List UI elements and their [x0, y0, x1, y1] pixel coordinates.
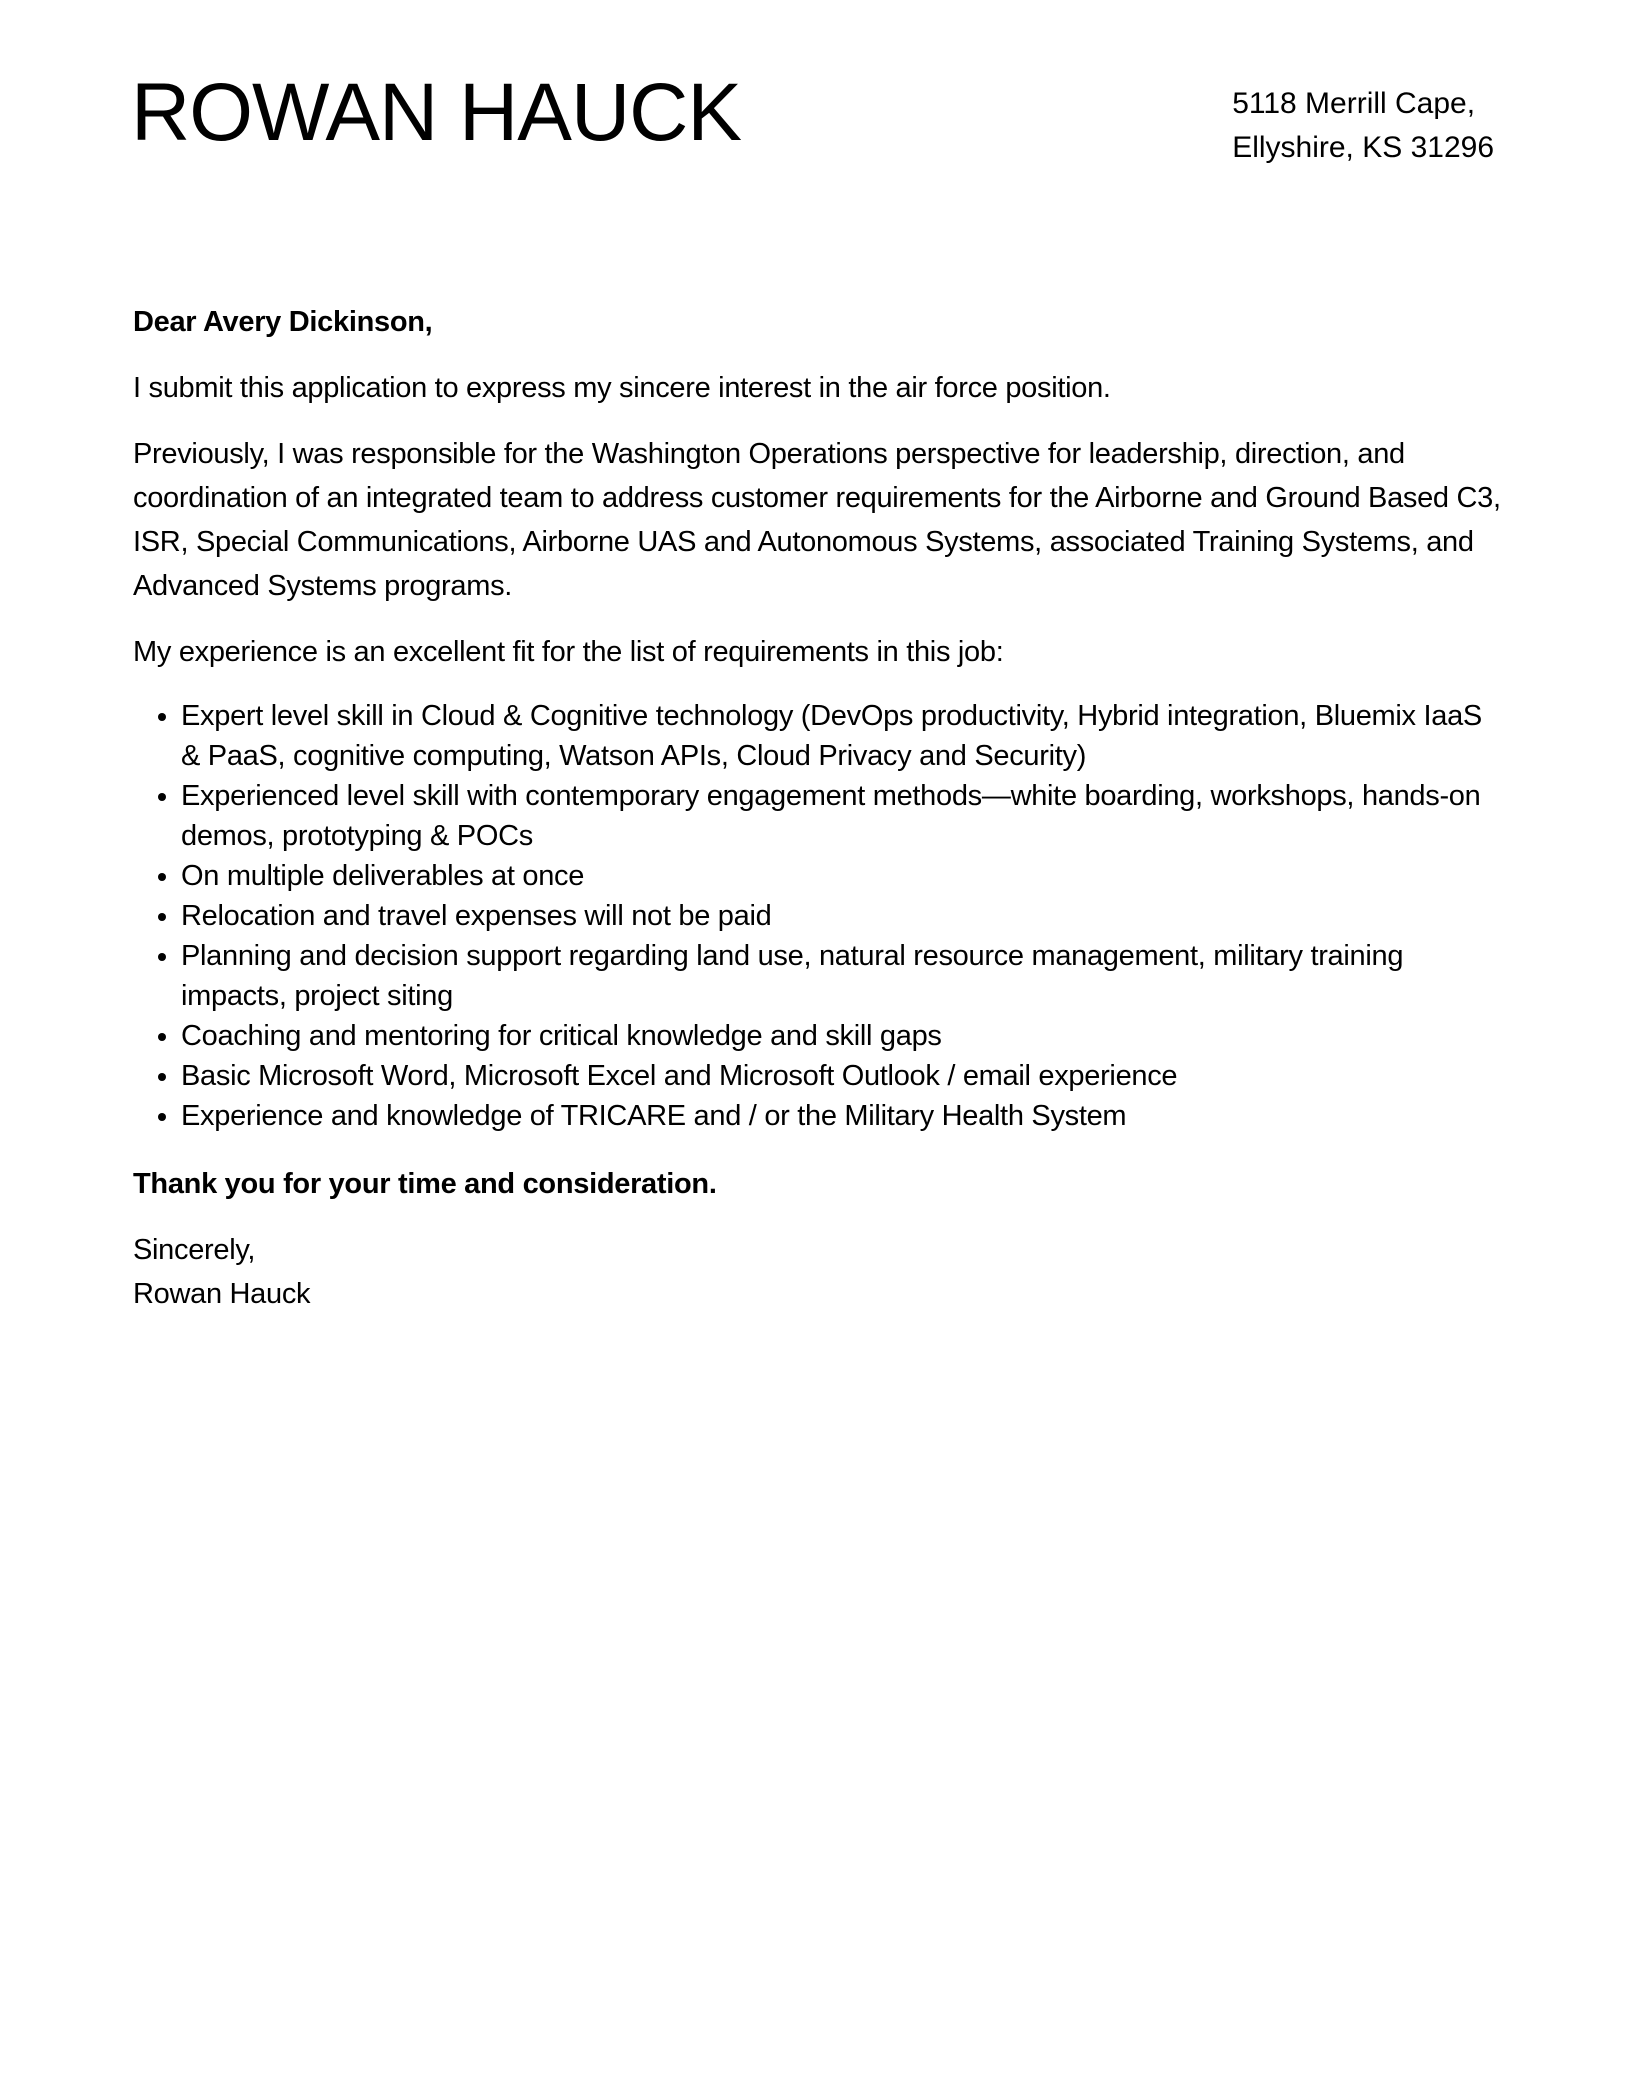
letter-body — [133, 300, 1503, 1316]
address-block — [1232, 82, 1494, 170]
requirements-list — [133, 696, 1503, 1136]
list-item: • Coaching and mentoring for critical knowledge and skill gaps — [181, 1016, 1503, 1056]
list-item: • Expert level skill in Cloud & Cognitive technology (DevOps productivity, Hybrid integration, Bluemix IaaS & PaaS, cognitive computing, Watson APIs, Cloud Privacy and Security) — [181, 696, 1503, 776]
address-line-2: Ellyshire, KS 31296 — [1232, 131, 1494, 164]
list-item: • Experienced level skill with contemporary engagement methods—white boarding, workshops, hands-on demos, prototyping & POCs — [181, 776, 1503, 856]
signature: Rowan Hauck — [133, 1278, 311, 1310]
salutation: Dear Avery Dickinson, — [133, 306, 433, 338]
address-line-1: 5118 Merrill Cape, — [1232, 87, 1476, 120]
signoff: Sincerely, — [133, 1234, 256, 1266]
list-item: • On multiple deliverables at once — [181, 856, 1503, 896]
list-intro: My experience is an excellent fit for the list of requirements in this job: — [133, 636, 1004, 668]
list-item: • Planning and decision support regarding land use, natural resource management, military training impacts, project siting — [181, 936, 1503, 1016]
experience-paragraph: Previously, I was responsible for the Washington Operations perspective for leadership, direction, and coordination of an integrated team to address customer requirements for the Airborne and Ground Based C3, ISR, Special Communications, Airborne UAS and Autonomous Systems, associated Training Systems, and Advanced Systems programs. — [133, 438, 1501, 602]
applicant-name: ROWAN HAUCK — [131, 67, 742, 158]
list-item: • Experience and knowledge of TRICARE and / or the Military Health System — [181, 1096, 1503, 1136]
closing-thanks: Thank you for your time and consideration. — [133, 1168, 717, 1200]
list-item: • Relocation and travel expenses will not be paid — [181, 896, 1503, 936]
list-item: • Basic Microsoft Word, Microsoft Excel and Microsoft Outlook / email experience — [181, 1056, 1503, 1096]
intro-paragraph: I submit this application to express my sincere interest in the air force position. — [133, 372, 1111, 404]
